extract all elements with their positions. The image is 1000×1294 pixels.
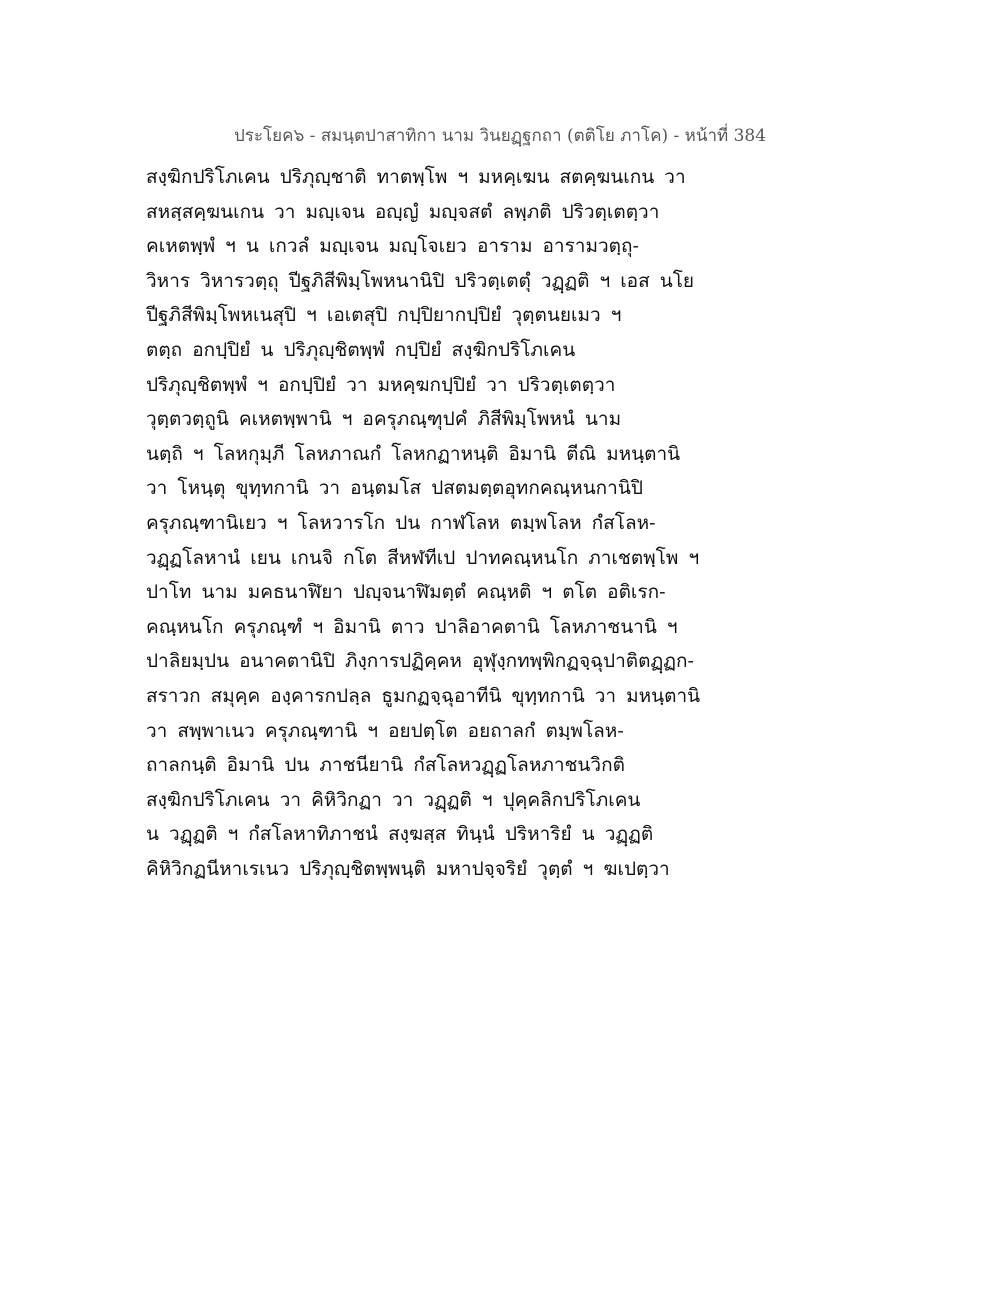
text-line: ถาลกนฺติ อิมานิ ปน ภาชนียานิ กํสโลหวฏฺฏโลหภาชนวิกติ	[146, 754, 625, 777]
text-line: สราวก สมุคฺค องฺคารกปลฺล ธูมกฏจฺฉุอาทีนิ ขุทฺทกานิ วา มหนฺตานิ	[146, 684, 701, 707]
text-line: ปีฐภิสีพิมฺโพหเนสุปิ ฯ เอเตสุปิ กปฺปิยากปฺปิยํ วุตฺตนยเมว ฯ	[146, 304, 622, 327]
text-line: สงฺฆิกปริโภเคน ปริภุญฺชาติ ทาตพฺโพ ฯ มหคฺเฆน สตคฺฆนเกน วา	[146, 166, 686, 188]
text-line: วฏฺฏโลหานํ เยน เกนจิ กโต สีหฬทีเป ปาทคณฺหนโก ภาเชตพฺโพ ฯ	[146, 546, 700, 569]
text-line: วิหาร วิหารวตฺถุ ปีฐภิสีพิมฺโพหนานิปิ ปริวตฺเตตุํ วฏฺฏติ ฯ เอส นโย	[146, 269, 695, 292]
text-line: วา โหนฺตุ ขุทฺทกานิ วา อนฺตมโส ปสตมตฺตอุทกคณฺหนกานิปิ	[146, 477, 643, 500]
text-line: ครุภณฺฑานิเยว ฯ โลหวารโก ปน กาฬโลห ตมฺพโลห กํสโลห-	[146, 511, 656, 534]
text-line: นตฺถิ ฯ โลหกุมฺภี โลหภาณกํ โลหกฏาหนฺติ อิมานิ ตีณิ มหนฺตานิ	[146, 442, 681, 465]
text-line: คเหตพฺพํ ฯ น เกวลํ มญฺเจน มญฺโจเยว อาราม อารามวตฺถุ-	[146, 235, 639, 258]
text-line: วา สพฺพาเนว ครุภณฺฑานิ ฯ อยปตฺโต อยถาลกํ ตมฺพโลห-	[146, 719, 624, 742]
text-line: สงฺฆิกปริโภเคน วา คิหิวิกฏา วา วฏฺฏติ ฯ ปุคฺคลิกปริโภเคน	[146, 788, 641, 811]
text-line: ปริภุญฺชิตพฺพํ ฯ อกปฺปิยํ วา มหคฺฆกปฺปิยํ วา ปริวตฺเตตฺวา	[146, 373, 616, 396]
text-line: ตตฺถ อกปฺปิยํ น ปริภุญฺชิตพฺพํ กปฺปิยํ สงฺฆิกปริโภเคน	[146, 338, 576, 361]
text-line: ปาลิยมฺปน อนาคตานิปิ ภิงฺการปฏิคฺคห อุฬุงฺกทพฺพิกฏจฺฉุปาติตฏฺฏก-	[146, 650, 694, 673]
text-line: ปาโท นาม มคธนาฬิยา ปญฺจนาฬิมตฺตํ คณฺหติ ฯ ตโต อติเรก-	[146, 581, 666, 604]
body-text	[146, 160, 866, 886]
text-line: วุตฺตวตฺถูนิ คเหตพฺพานิ ฯ อครุภณฺฑุปคํ ภิสีพิมฺโพหนํ นาม	[146, 408, 622, 431]
text-line: คิหิวิกฏนีหาเรเนว ปริภุญฺชิตพฺพนฺติ มหาปจฺจริยํ วุตฺตํ ฯ ฆเปตฺวา	[146, 857, 670, 880]
text-line: น วฏฺฏติ ฯ กํสโลหาทิภาชนํ สงฺฆสฺส ทินฺนํ ปริหาริยํ น วฏฺฏติ	[146, 823, 654, 846]
text-line: สหสฺสคฺฆนเกน วา มญฺเจน อญฺญํ มญฺจสตํ ลพฺภติ ปริวตฺเตตฺวา	[146, 200, 660, 223]
text-line: คณฺหนโก ครุภณฺฑํ ฯ อิมานิ ตาว ปาลิอาคตานิ โลหภาชนานิ ฯ	[146, 615, 678, 638]
page-header: ประโยค๖ - สมนฺตปาสาทิกา นาม วินยฏฺฐกถา (ตติโย ภาโค) - หน้าที่ 384	[233, 126, 767, 146]
